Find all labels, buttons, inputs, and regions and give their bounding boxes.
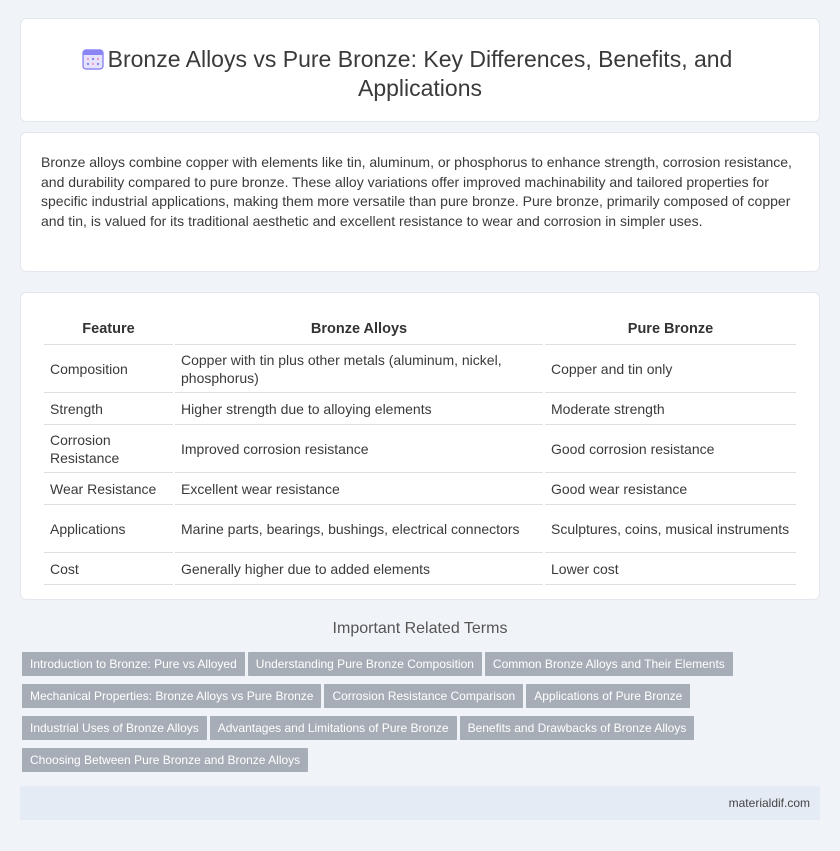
table-cell: Strength [44, 393, 173, 425]
table-cell: Marine parts, bearings, bushings, electrical connectors [175, 505, 543, 553]
table-cell: Lower cost [545, 553, 796, 585]
table-cell: Excellent wear resistance [175, 473, 543, 505]
comparison-card [20, 292, 820, 600]
related-tag[interactable]: Mechanical Properties: Bronze Alloys vs Pure Bronze [22, 684, 321, 708]
related-tags [22, 652, 822, 780]
related-tag[interactable]: Advantages and Limitations of Pure Bronze [210, 716, 457, 740]
table-cell: Generally higher due to added elements [175, 553, 543, 585]
related-tag[interactable]: Industrial Uses of Bronze Alloys [22, 716, 207, 740]
table-row [44, 425, 796, 473]
table-header-row [44, 313, 796, 345]
related-tag[interactable]: Applications of Pure Bronze [526, 684, 690, 708]
related-tag[interactable]: Choosing Between Pure Bronze and Bronze Alloys [22, 748, 308, 772]
table-cell: Moderate strength [545, 393, 796, 425]
table-cell: Composition [44, 345, 173, 393]
table-cell: Improved corrosion resistance [175, 425, 543, 473]
related-tag[interactable]: Common Bronze Alloys and Their Elements [485, 652, 733, 676]
table-cell: Higher strength due to alloying elements [175, 393, 543, 425]
intro-text: Bronze alloys combine copper with elements like tin, aluminum, or phosphorus to enhance strength, corrosion resistance, and durability compared to pure bronze. These alloy variations offer improved machinability and tailored properties for specific industrial applications, making them more versatile than pure bronze. Pure bronze, primarily composed of copper and tin, is valued for its traditional aesthetic and excellent resistance to wear and corrosion in simpler uses. [41, 154, 792, 229]
related-tag[interactable]: Corrosion Resistance Comparison [324, 684, 523, 708]
header-card [20, 18, 820, 122]
table-cell: Corrosion Resistance [44, 425, 173, 473]
table-row [44, 473, 796, 505]
header-bronze-alloys: Bronze Alloys [175, 313, 543, 345]
table-row [44, 553, 796, 585]
table-row [44, 393, 796, 425]
table-cell: Sculptures, coins, musical instruments [545, 505, 796, 553]
related-tag[interactable]: Benefits and Drawbacks of Bronze Alloys [460, 716, 695, 740]
footer [20, 786, 820, 820]
intro-card [20, 132, 820, 272]
related-tag[interactable]: Introduction to Bronze: Pure vs Alloyed [22, 652, 245, 676]
table-row [44, 505, 796, 553]
table-cell: Good wear resistance [545, 473, 796, 505]
table-cell: Wear Resistance [44, 473, 173, 505]
table-cell: Applications [44, 505, 173, 553]
table-cell: Copper and tin only [545, 345, 796, 393]
table-cell: Cost [44, 553, 173, 585]
table-cell: Copper with tin plus other metals (aluminum, nickel, phosphorus) [175, 345, 543, 393]
table-cell: Good corrosion resistance [545, 425, 796, 473]
header-feature: Feature [44, 313, 173, 345]
page-title: Bronze Alloys vs Pure Bronze: Key Differences, Benefits, and Applications [107, 46, 733, 101]
related-terms-title: Important Related Terms [332, 620, 508, 637]
table-row [44, 345, 796, 393]
comparison-table [42, 313, 798, 585]
related-tag[interactable]: Understanding Pure Bronze Composition [248, 652, 482, 676]
footer-site[interactable]: materialdif.com [728, 796, 810, 810]
header-pure-bronze: Pure Bronze [545, 313, 796, 345]
